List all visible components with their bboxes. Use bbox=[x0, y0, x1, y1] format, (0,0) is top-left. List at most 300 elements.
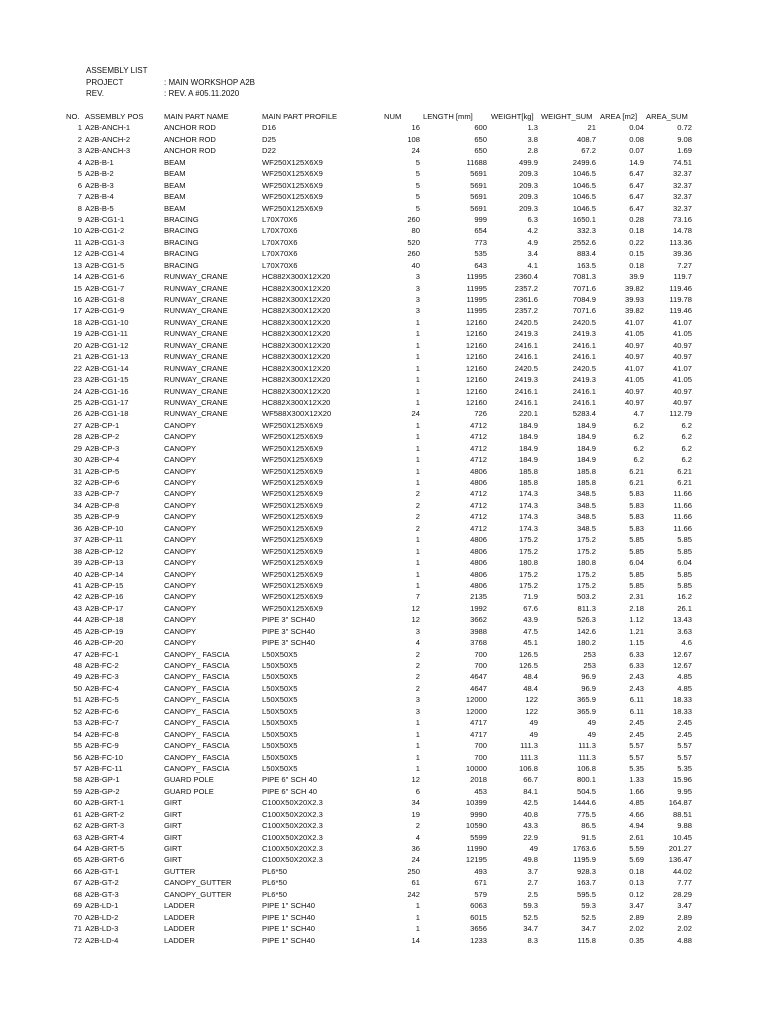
weight-sum: 185.8 bbox=[576, 466, 596, 476]
row-number: 43 bbox=[73, 603, 82, 613]
assembly-pos: A2B-CP-1 bbox=[85, 420, 120, 430]
weight: 3.7 bbox=[527, 866, 538, 876]
main-part-profile: WF588X300X12X20 bbox=[262, 409, 332, 419]
main-part-name: CANOPY_GUTTER bbox=[164, 889, 232, 899]
quantity: 520 bbox=[407, 237, 420, 247]
quantity: 61 bbox=[411, 878, 420, 888]
main-part-profile: HC882X300X12X20 bbox=[262, 375, 331, 385]
weight: 174.3 bbox=[518, 512, 538, 522]
row-number: 24 bbox=[73, 386, 82, 396]
area-sum: 2.45 bbox=[677, 718, 692, 728]
length: 5691 bbox=[470, 192, 487, 202]
area: 0.04 bbox=[629, 123, 644, 133]
quantity: 1 bbox=[415, 580, 420, 590]
weight-sum: 348.5 bbox=[576, 512, 596, 522]
row-number: 54 bbox=[73, 729, 82, 739]
assembly-pos: A2B-CP-3 bbox=[85, 443, 120, 453]
main-part-name: CANOPY bbox=[164, 512, 197, 522]
main-part-name: CANOPY_ FASCIA bbox=[164, 649, 230, 659]
main-part-name: CANOPY_ FASCIA bbox=[164, 695, 230, 705]
main-part-name: RUNWAY_CRANE bbox=[164, 306, 228, 316]
weight: 49 bbox=[529, 718, 538, 728]
main-part-name: CANOPY_ FASCIA bbox=[164, 661, 230, 670]
weight-sum: 332.3 bbox=[576, 226, 596, 236]
row-number: 26 bbox=[73, 409, 82, 419]
main-part-profile: L50X50X5 bbox=[262, 672, 298, 682]
table-row bbox=[0, 168, 768, 179]
assembly-pos: A2B-GRT-6 bbox=[85, 855, 125, 865]
assembly-pos: A2B-CP-14 bbox=[85, 569, 124, 579]
length: 3988 bbox=[470, 626, 487, 636]
assembly-pos: A2B-FC-1 bbox=[85, 649, 119, 659]
weight-sum: 49 bbox=[587, 718, 596, 728]
weight-sum: 1046.5 bbox=[572, 203, 596, 213]
area: 0.12 bbox=[629, 889, 644, 899]
main-part-profile: PIPE 6" SCH 40 bbox=[262, 786, 318, 796]
row-number: 17 bbox=[73, 306, 82, 316]
main-part-profile: PIPE 3" SCH40 bbox=[262, 615, 315, 625]
document-title: ASSEMBLY LIST bbox=[86, 66, 148, 75]
weight-sum: 504.5 bbox=[576, 786, 596, 796]
assembly-pos: A2B-FC-11 bbox=[85, 763, 123, 773]
quantity: 2 bbox=[415, 661, 420, 670]
main-part-profile: WF250X125X6X9 bbox=[262, 500, 323, 510]
main-part-name: CANOPY_GUTTER bbox=[164, 878, 232, 888]
length: 12000 bbox=[465, 695, 487, 705]
assembly-pos: A2B-CG1-5 bbox=[85, 260, 125, 270]
assembly-pos: A2B-GRT-4 bbox=[85, 832, 125, 842]
main-part-profile: PL6*50 bbox=[262, 889, 287, 899]
area-sum: 7.27 bbox=[677, 260, 692, 270]
main-part-profile: D25 bbox=[262, 134, 276, 144]
main-part-name: LADDER bbox=[164, 924, 195, 934]
weight: 47.5 bbox=[523, 626, 538, 636]
weight: 209.3 bbox=[518, 169, 538, 179]
table-row bbox=[0, 317, 768, 328]
main-part-name: CANOPY bbox=[164, 478, 197, 487]
main-part-profile: L50X50X5 bbox=[262, 695, 298, 705]
row-number: 68 bbox=[73, 889, 82, 899]
assembly-pos: A2B-CG1-6 bbox=[85, 272, 125, 282]
area: 2.43 bbox=[629, 672, 644, 682]
main-part-name: RUNWAY_CRANE bbox=[164, 409, 228, 419]
main-part-profile: L50X50X5 bbox=[262, 706, 298, 716]
weight: 184.9 bbox=[518, 432, 538, 442]
main-part-profile: WF250X125X6X9 bbox=[262, 535, 323, 545]
column-header: WEIGHT[kg] bbox=[491, 112, 534, 121]
table-row bbox=[0, 134, 768, 145]
area-sum: 11.66 bbox=[673, 489, 692, 499]
quantity: 2 bbox=[415, 683, 420, 693]
main-part-name: BEAM bbox=[164, 169, 186, 179]
column-header: NUM bbox=[384, 112, 402, 121]
weight-sum: 2419.3 bbox=[572, 375, 596, 385]
row-number: 53 bbox=[73, 718, 82, 728]
area-sum: 9.08 bbox=[677, 134, 692, 144]
weight-sum: 2499.6 bbox=[572, 157, 596, 167]
area: 1.33 bbox=[629, 775, 644, 785]
assembly-pos: A2B-B-2 bbox=[85, 169, 114, 179]
assembly-pos: A2B-CG1-9 bbox=[85, 306, 125, 316]
weight: 2.7 bbox=[527, 878, 538, 888]
area-sum: 7.77 bbox=[677, 878, 692, 888]
quantity: 6 bbox=[415, 786, 420, 796]
area: 2.31 bbox=[629, 592, 644, 602]
row-number: 29 bbox=[73, 443, 82, 453]
revision-value: : REV. A #05.11.2020 bbox=[164, 89, 240, 98]
table-row bbox=[0, 145, 768, 156]
main-part-name: GUTTER bbox=[164, 866, 196, 876]
row-number: 46 bbox=[73, 638, 82, 648]
main-part-name: CANOPY bbox=[164, 432, 197, 442]
quantity: 12 bbox=[411, 603, 420, 613]
area-sum: 113.36 bbox=[669, 237, 692, 247]
table-row bbox=[0, 363, 768, 374]
assembly-pos: A2B-B-4 bbox=[85, 192, 114, 202]
quantity: 108 bbox=[407, 134, 420, 144]
main-part-name: CANOPY_ FASCIA bbox=[164, 729, 230, 739]
quantity: 1 bbox=[415, 329, 420, 339]
length: 650 bbox=[474, 146, 487, 156]
row-number: 52 bbox=[73, 706, 82, 716]
quantity: 250 bbox=[407, 866, 420, 876]
table-row bbox=[0, 706, 768, 717]
main-part-name: CANOPY bbox=[164, 615, 197, 625]
area: 40.97 bbox=[624, 397, 644, 407]
area-sum: 119.7 bbox=[673, 272, 692, 282]
weight-sum: 52.5 bbox=[581, 912, 596, 922]
area-sum: 14.78 bbox=[672, 226, 692, 236]
row-number: 50 bbox=[73, 683, 82, 693]
table-row bbox=[0, 729, 768, 740]
assembly-pos: A2B-FC-8 bbox=[85, 729, 119, 739]
weight-sum: 365.9 bbox=[576, 706, 596, 716]
row-number: 4 bbox=[77, 157, 82, 167]
quantity: 4 bbox=[415, 832, 420, 842]
assembly-pos: A2B-FC-4 bbox=[85, 683, 119, 693]
row-number: 23 bbox=[73, 375, 82, 385]
main-part-profile: HC882X300X12X20 bbox=[262, 386, 331, 396]
main-part-profile: PL6*50 bbox=[262, 878, 287, 888]
length: 999 bbox=[474, 214, 487, 224]
length: 4712 bbox=[470, 432, 487, 442]
assembly-pos: A2B-LD-3 bbox=[85, 924, 119, 934]
main-part-profile: L50X50X5 bbox=[262, 683, 298, 693]
area-sum: 11.66 bbox=[673, 500, 692, 510]
weight: 8.3 bbox=[527, 935, 538, 945]
area-sum: 40.97 bbox=[672, 340, 692, 350]
length: 773 bbox=[474, 237, 487, 247]
assembly-pos: A2B-CP-15 bbox=[85, 580, 124, 590]
weight-sum: 180.2 bbox=[576, 638, 596, 648]
weight-sum: 2416.1 bbox=[572, 340, 596, 350]
main-part-name: GUARD POLE bbox=[164, 775, 214, 785]
weight-sum: 408.7 bbox=[576, 134, 596, 144]
area: 0.13 bbox=[629, 878, 644, 888]
quantity: 1 bbox=[415, 763, 420, 773]
main-part-name: CANOPY bbox=[164, 569, 197, 579]
main-part-name: CANOPY bbox=[164, 558, 197, 568]
assembly-pos: A2B-CP-10 bbox=[85, 523, 124, 533]
weight: 2357.2 bbox=[514, 306, 538, 316]
row-number: 32 bbox=[73, 478, 82, 487]
area: 6.2 bbox=[633, 420, 644, 430]
weight: 175.2 bbox=[518, 580, 538, 590]
main-part-profile: WF250X125X6X9 bbox=[262, 603, 323, 613]
table-row bbox=[0, 431, 768, 442]
table-row bbox=[0, 420, 768, 431]
main-part-name: GIRT bbox=[164, 798, 183, 808]
table-row bbox=[0, 912, 768, 923]
area: 0.07 bbox=[629, 146, 644, 156]
weight: 49.8 bbox=[523, 855, 538, 865]
length: 4712 bbox=[470, 420, 487, 430]
table-row bbox=[0, 900, 768, 911]
area: 0.35 bbox=[629, 935, 644, 945]
assembly-pos: A2B-ANCH-1 bbox=[85, 123, 131, 133]
area: 5.59 bbox=[629, 844, 644, 853]
table-row bbox=[0, 603, 768, 614]
row-number: 45 bbox=[73, 626, 82, 636]
table-row bbox=[0, 832, 768, 843]
quantity: 5 bbox=[415, 203, 420, 213]
assembly-pos: A2B-FC-7 bbox=[85, 718, 119, 728]
main-part-profile: C100X50X20X2.3 bbox=[262, 809, 323, 819]
weight-sum: 111.3 bbox=[578, 752, 596, 762]
main-part-name: LADDER bbox=[164, 935, 195, 945]
main-part-profile: WF250X125X6X9 bbox=[262, 432, 323, 442]
main-part-profile: WF250X125X6X9 bbox=[262, 466, 323, 476]
quantity: 1 bbox=[415, 352, 420, 362]
area: 5.83 bbox=[629, 489, 644, 499]
quantity: 1 bbox=[415, 340, 420, 350]
row-number: 36 bbox=[73, 523, 82, 533]
main-part-profile: C100X50X20X2.3 bbox=[262, 832, 323, 842]
main-part-profile: C100X50X20X2.3 bbox=[262, 821, 323, 831]
weight-sum: 1650.1 bbox=[572, 214, 596, 224]
assembly-pos: A2B-CP-20 bbox=[85, 638, 124, 648]
row-number: 8 bbox=[77, 203, 82, 213]
weight: 499.9 bbox=[518, 157, 538, 167]
table-row bbox=[0, 191, 768, 202]
row-number: 12 bbox=[73, 249, 82, 259]
weight-sum: 811.3 bbox=[577, 603, 596, 613]
area: 5.83 bbox=[629, 512, 644, 522]
main-part-name: RUNWAY_CRANE bbox=[164, 283, 228, 293]
quantity: 2 bbox=[415, 821, 420, 831]
quantity: 24 bbox=[411, 855, 420, 865]
main-part-name: GIRT bbox=[164, 821, 183, 831]
main-part-profile: C100X50X20X2.3 bbox=[262, 798, 323, 808]
main-part-name: BRACING bbox=[164, 260, 199, 270]
main-part-profile: L70X70X6 bbox=[262, 237, 298, 247]
table-row bbox=[0, 660, 768, 671]
row-number: 37 bbox=[73, 535, 82, 545]
main-part-profile: HC882X300X12X20 bbox=[262, 352, 331, 362]
assembly-pos: A2B-GT-1 bbox=[85, 866, 119, 876]
area-sum: 112.79 bbox=[669, 409, 692, 419]
main-part-name: RUNWAY_CRANE bbox=[164, 329, 228, 339]
project-value: : MAIN WORKSHOP A2B bbox=[164, 78, 255, 87]
table-row bbox=[0, 386, 768, 397]
main-part-profile: HC882X300X12X20 bbox=[262, 272, 331, 282]
weight: 209.3 bbox=[518, 192, 538, 202]
length: 3662 bbox=[470, 615, 487, 625]
table-row bbox=[0, 511, 768, 522]
length: 11995 bbox=[466, 283, 487, 293]
weight: 175.2 bbox=[518, 546, 538, 556]
main-part-profile: PIPE 6" SCH 40 bbox=[262, 775, 318, 785]
main-part-name: CANOPY bbox=[164, 500, 197, 510]
weight-sum: 2416.1 bbox=[572, 386, 596, 396]
area-sum: 10.45 bbox=[672, 832, 692, 842]
table-row bbox=[0, 248, 768, 259]
row-number: 30 bbox=[73, 455, 82, 465]
project-label: PROJECT bbox=[86, 78, 124, 87]
area: 39.9 bbox=[629, 272, 644, 282]
main-part-profile: HC882X300X12X20 bbox=[262, 340, 331, 350]
weight-sum: 184.9 bbox=[576, 432, 596, 442]
length: 671 bbox=[474, 878, 487, 888]
main-part-name: ANCHOR ROD bbox=[164, 123, 216, 133]
quantity: 5 bbox=[415, 157, 420, 167]
assembly-pos: A2B-CP-17 bbox=[85, 603, 124, 613]
length: 12160 bbox=[465, 317, 487, 327]
length: 5691 bbox=[470, 180, 487, 190]
weight: 2416.1 bbox=[514, 340, 538, 350]
quantity: 1 bbox=[415, 443, 420, 453]
area: 6.2 bbox=[633, 455, 644, 465]
weight: 122 bbox=[525, 706, 538, 716]
table-row bbox=[0, 523, 768, 534]
table-row bbox=[0, 271, 768, 282]
length: 12000 bbox=[465, 706, 487, 716]
assembly-pos: A2B-FC-10 bbox=[85, 752, 123, 762]
row-number: 31 bbox=[73, 466, 82, 476]
quantity: 1 bbox=[415, 569, 420, 579]
assembly-pos: A2B-CG1-12 bbox=[85, 340, 129, 350]
row-number: 25 bbox=[73, 397, 82, 407]
area-sum: 41.07 bbox=[672, 317, 692, 327]
area: 6.47 bbox=[629, 169, 644, 179]
area-sum: 26.1 bbox=[677, 603, 692, 613]
quantity: 12 bbox=[411, 615, 420, 625]
main-part-profile: L50X50X5 bbox=[262, 763, 298, 773]
weight: 184.9 bbox=[518, 443, 538, 453]
weight-sum: 7081.3 bbox=[572, 272, 596, 282]
area-sum: 12.67 bbox=[672, 661, 692, 670]
area-sum: 5.57 bbox=[677, 752, 692, 762]
length: 10590 bbox=[465, 821, 487, 831]
area-sum: 13.43 bbox=[672, 615, 692, 625]
main-part-name: CANOPY bbox=[164, 638, 197, 648]
weight: 174.3 bbox=[518, 523, 538, 533]
quantity: 1 bbox=[415, 558, 420, 568]
quantity: 2 bbox=[415, 489, 420, 499]
main-part-profile: PL6*50 bbox=[262, 866, 287, 876]
assembly-pos: A2B-LD-2 bbox=[85, 912, 119, 922]
area: 0.28 bbox=[629, 214, 644, 224]
main-part-name: GIRT bbox=[164, 809, 183, 819]
main-part-profile: WF250X125X6X9 bbox=[262, 580, 323, 590]
assembly-pos: A2B-FC-3 bbox=[85, 672, 119, 682]
area-sum: 44.02 bbox=[672, 866, 692, 876]
quantity: 3 bbox=[415, 283, 420, 293]
area-sum: 136.47 bbox=[668, 855, 692, 865]
assembly-pos: A2B-CG1-2 bbox=[85, 226, 125, 236]
main-part-name: CANOPY_ FASCIA bbox=[164, 741, 230, 751]
row-number: 21 bbox=[73, 352, 82, 362]
area: 0.18 bbox=[629, 866, 644, 876]
length: 4712 bbox=[470, 500, 487, 510]
row-number: 38 bbox=[73, 546, 82, 556]
main-part-profile: WF250X125X6X9 bbox=[262, 489, 323, 499]
weight: 59.3 bbox=[523, 901, 538, 911]
area: 6.21 bbox=[629, 478, 644, 487]
table-row bbox=[0, 843, 768, 854]
main-part-profile: WF250X125X6X9 bbox=[262, 169, 323, 179]
area: 41.05 bbox=[624, 375, 644, 385]
main-part-profile: L70X70X6 bbox=[262, 214, 298, 224]
row-number: 1 bbox=[77, 123, 82, 133]
area: 2.02 bbox=[629, 924, 644, 934]
weight-sum: 175.2 bbox=[576, 546, 596, 556]
table-row bbox=[0, 683, 768, 694]
row-number: 16 bbox=[73, 295, 82, 304]
main-part-profile: HC882X300X12X20 bbox=[262, 363, 331, 373]
table-row bbox=[0, 122, 768, 133]
weight-sum: 2420.5 bbox=[572, 317, 596, 327]
quantity: 24 bbox=[411, 146, 420, 156]
area-sum: 5.85 bbox=[677, 535, 692, 545]
row-number: 58 bbox=[73, 775, 82, 785]
main-part-name: CANOPY bbox=[164, 592, 197, 602]
weight-sum: 1046.5 bbox=[572, 169, 596, 179]
main-part-name: CANOPY_ FASCIA bbox=[164, 683, 230, 693]
weight: 45.1 bbox=[523, 638, 538, 648]
length: 535 bbox=[474, 249, 487, 259]
area-sum: 119.46 bbox=[669, 306, 692, 316]
length: 4712 bbox=[470, 489, 487, 499]
area: 1.15 bbox=[629, 638, 644, 648]
length: 1992 bbox=[470, 603, 487, 613]
assembly-pos: A2B-CP-8 bbox=[85, 500, 120, 510]
table-row bbox=[0, 854, 768, 865]
weight-sum: 348.5 bbox=[576, 523, 596, 533]
weight: 52.5 bbox=[523, 912, 538, 922]
area-sum: 6.2 bbox=[681, 455, 692, 465]
area: 40.97 bbox=[624, 352, 644, 362]
weight: 122 bbox=[525, 695, 538, 705]
quantity: 24 bbox=[411, 409, 420, 419]
column-header: LENGTH [mm] bbox=[423, 112, 473, 121]
weight: 49 bbox=[529, 729, 538, 739]
length: 5691 bbox=[470, 169, 487, 179]
assembly-pos: A2B-FC-5 bbox=[85, 695, 119, 705]
table-row bbox=[0, 546, 768, 557]
length: 6063 bbox=[470, 901, 487, 911]
weight: 175.2 bbox=[518, 535, 538, 545]
area: 5.57 bbox=[629, 741, 644, 751]
quantity: 1 bbox=[415, 397, 420, 407]
area-sum: 5.35 bbox=[677, 763, 692, 773]
main-part-name: RUNWAY_CRANE bbox=[164, 272, 228, 282]
weight: 4.2 bbox=[527, 226, 538, 236]
row-number: 13 bbox=[73, 260, 82, 270]
table-row bbox=[0, 443, 768, 454]
main-part-profile: C100X50X20X2.3 bbox=[262, 855, 323, 865]
area: 5.85 bbox=[629, 569, 644, 579]
